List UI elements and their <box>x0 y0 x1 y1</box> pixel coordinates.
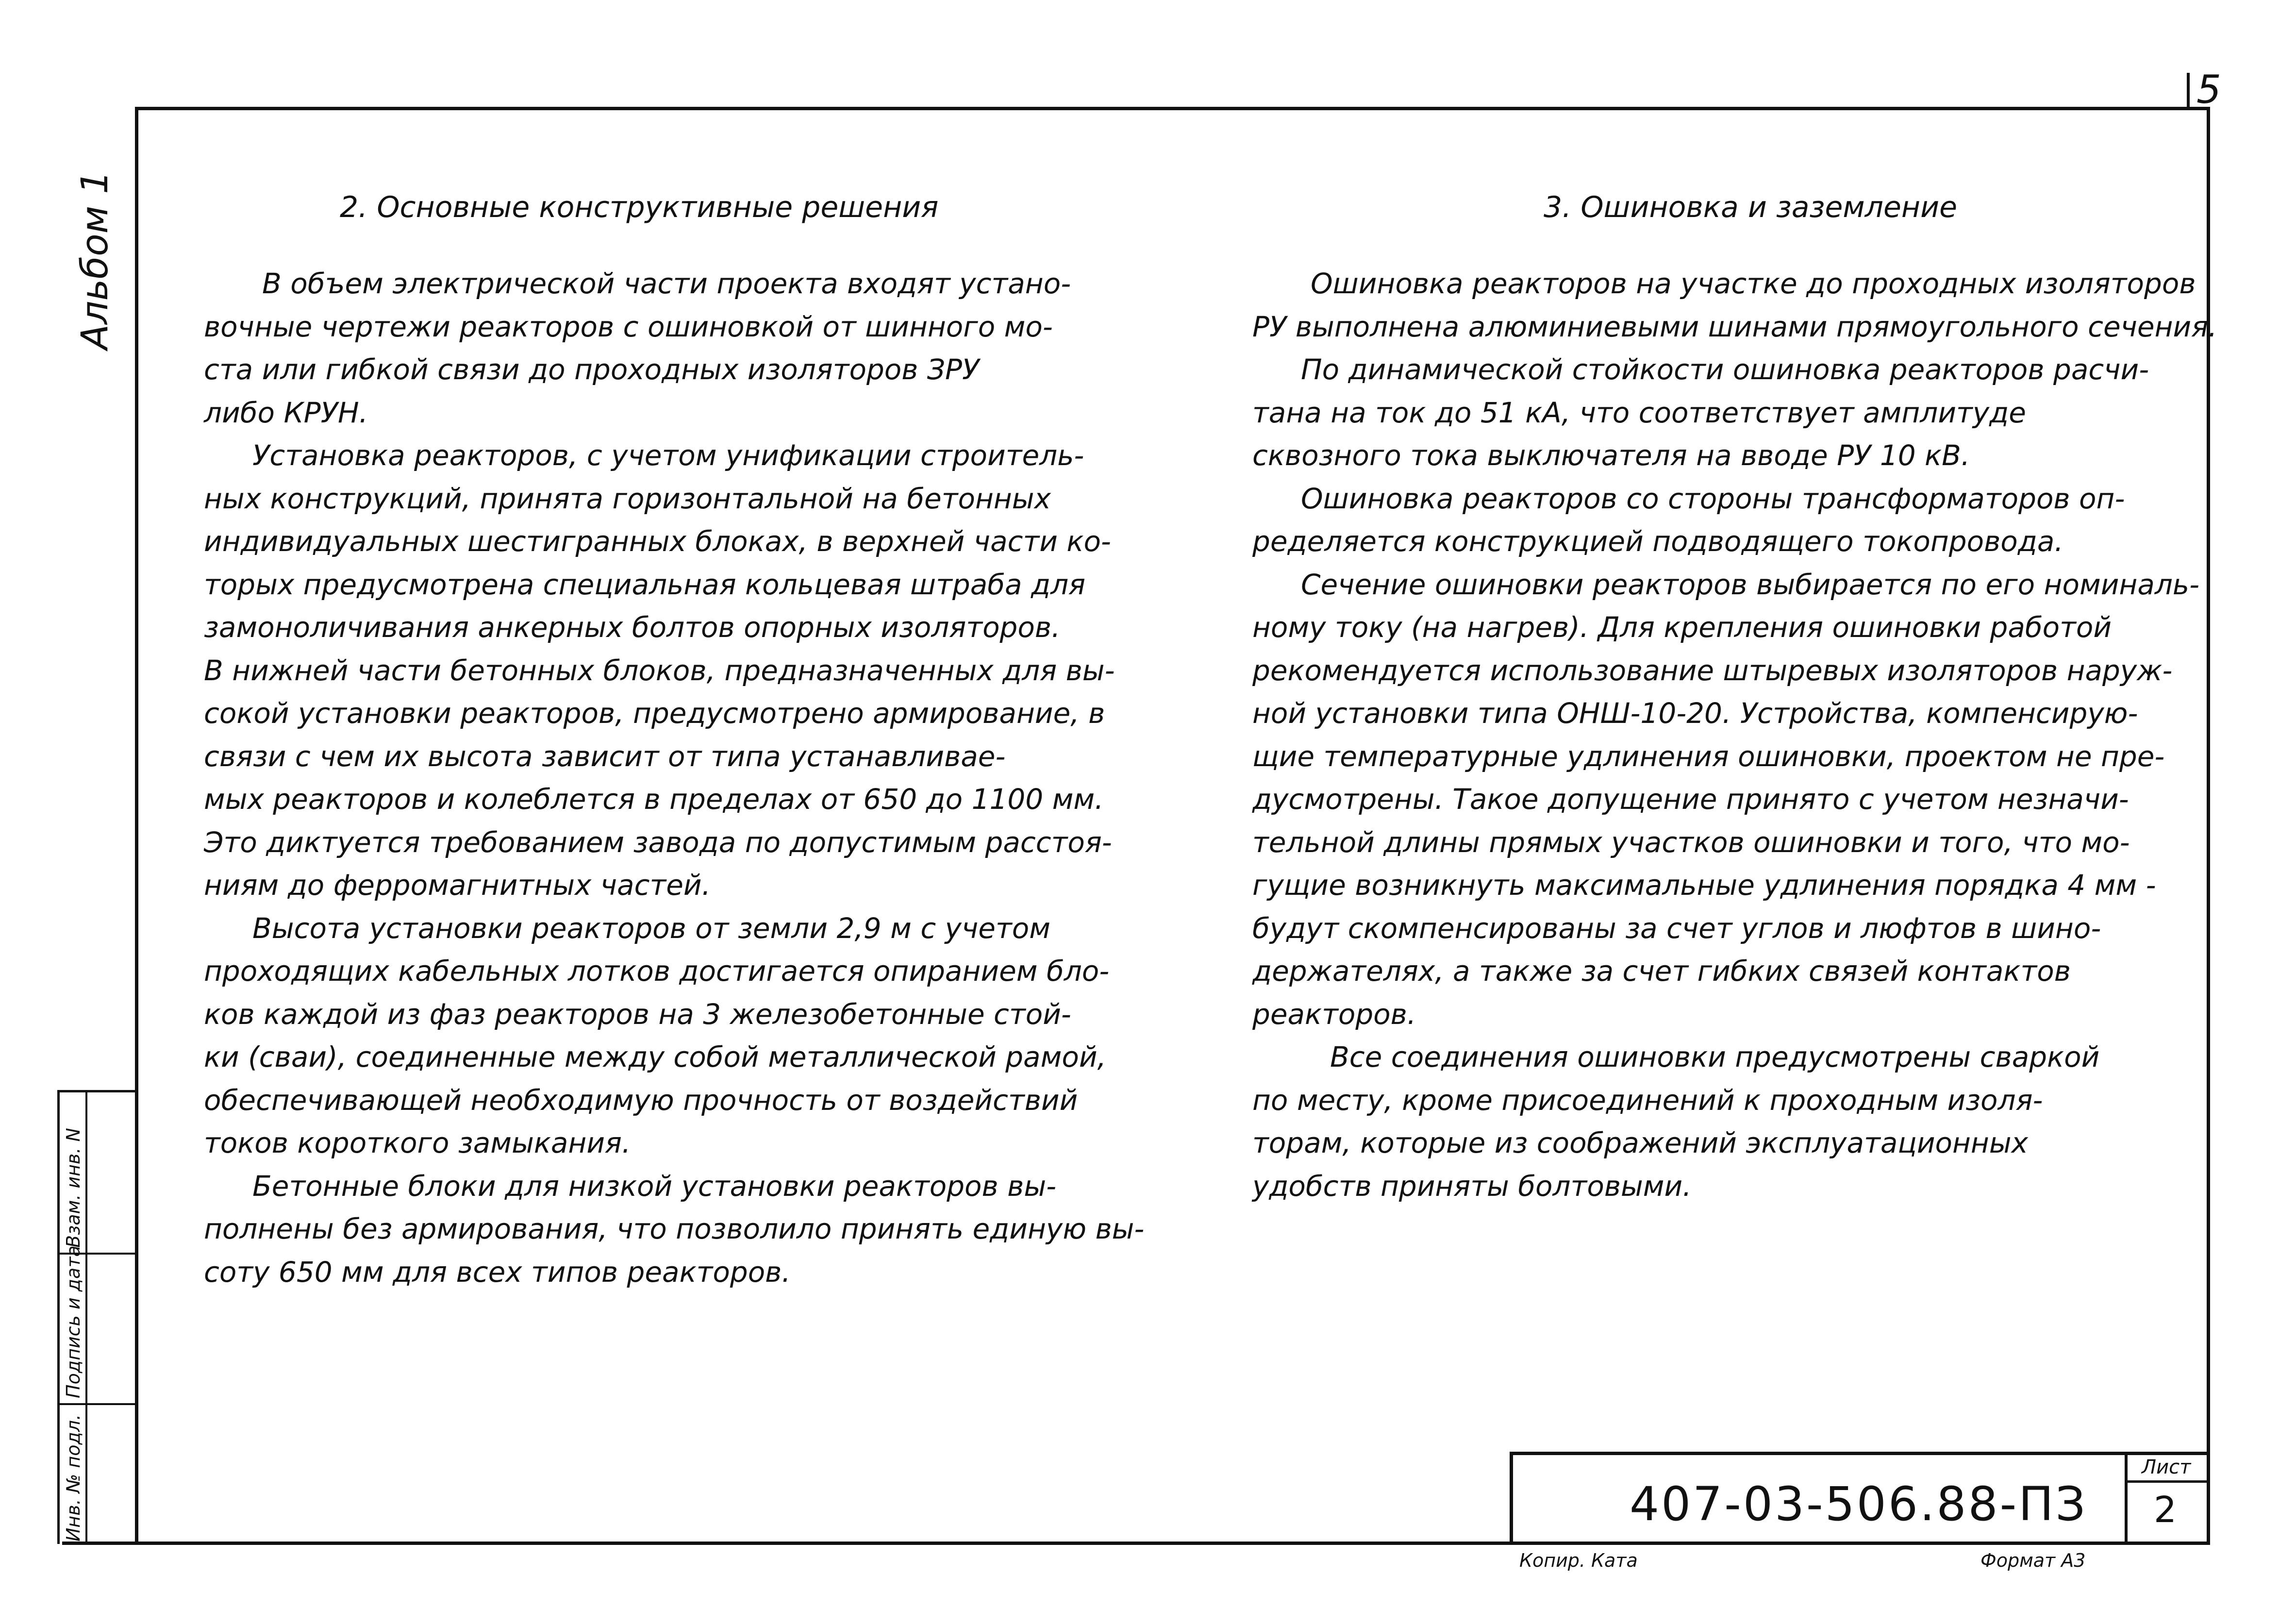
paragraph-line: РУ выполнена алюминиевыми шинами прямоугольного сечения. <box>1252 310 2217 343</box>
paragraph-line: сквозного тока выключателя на вводе РУ 10 кВ. <box>1252 439 1970 472</box>
paragraph-line: замоноличивания анкерных болтов опорных изоляторов. <box>204 611 1061 644</box>
paragraph-line: Бетонные блоки для низкой установки реакторов вы- <box>252 1169 1057 1203</box>
paragraph-line: соту 650 мм для всех типов реакторов. <box>204 1255 791 1289</box>
stamp-row-divider <box>60 1403 137 1405</box>
page-number-divider <box>2187 73 2190 109</box>
title-block <box>1510 1452 2207 1542</box>
stamp-label-original-inventory: Инв. № подл. <box>63 1414 84 1542</box>
left-section-heading: 2. Основные конструктивные решения <box>340 190 939 224</box>
right-section-heading: 3. Ошиновка и заземление <box>1544 190 1958 224</box>
footer-copied-by: Копир. Ката <box>1519 1550 1638 1571</box>
paragraph-line: В объем электрической части проекта входят устано- <box>262 267 1071 300</box>
footer-format: Формат А3 <box>1980 1550 2086 1571</box>
paragraph-line: В нижней части бетонных блоков, предназначенных для вы- <box>204 654 1115 687</box>
sheet-label-divider <box>2128 1480 2207 1483</box>
stamp-label-signature-date: Подпись и дата <box>63 1245 84 1398</box>
paragraph-line: ки (сваи), соединенные между собой металлической рамой, <box>204 1040 1106 1073</box>
page-number: 5 <box>2196 67 2221 112</box>
paragraph-line: ниям до ферромагнитных частей. <box>204 869 711 902</box>
stamp-column-divider <box>85 1092 87 1544</box>
paragraph-line: полнены без армирования, что позволило принять единую вы- <box>204 1212 1145 1245</box>
paragraph-line: дусмотрены. Такое допущение принято с учетом незначи- <box>1252 783 2129 816</box>
paragraph-line: ной установки типа ОНШ-10-20. Устройства, компенсирую- <box>1252 697 2138 730</box>
paragraph-line: обеспечивающей необходимую прочность от воздействий <box>204 1083 1078 1117</box>
paragraph-line: Ошиновка реакторов на участке до проходных изоляторов <box>1311 267 2196 300</box>
paragraph-line: индивидуальных шестигранных блоках, в верхней части ко- <box>204 525 1111 558</box>
paragraph-line: вочные чертежи реакторов с ошиновкой от шинного мо- <box>204 310 1053 343</box>
paragraph-line: ков каждой из фаз реакторов на 3 железобетонные стой- <box>204 997 1071 1031</box>
paragraph-line: тана на ток до 51 кА, что соответствует амплитуде <box>1252 396 2026 429</box>
sheet-number: 2 <box>2154 1489 2177 1531</box>
paragraph-line: ределяется конструкцией подводящего токопровода. <box>1252 525 2063 558</box>
paragraph-line: будут скомпенсированы за счет углов и люфтов в шино- <box>1252 911 2101 945</box>
paragraph-line: торам, которые из соображений эксплуатационных <box>1252 1126 2028 1159</box>
frame-top-border <box>135 107 2210 110</box>
paragraph-line: Установка реакторов, с учетом унификации строитель- <box>252 439 1084 472</box>
paragraph-line: Ошиновка реакторов со стороны трансформаторов оп- <box>1301 482 2125 515</box>
paragraph-line: ных конструкций, принята горизонтальной на бетонных <box>204 482 1051 515</box>
paragraph-line: реакторов. <box>1252 997 1416 1031</box>
paragraph-line: Сечение ошиновки реакторов выбирается по его номиналь- <box>1301 568 2200 601</box>
paragraph-line: щие температурные удлинения ошиновки, проектом не пре- <box>1252 739 2165 773</box>
paragraph-line: либо КРУН. <box>204 396 368 429</box>
side-stamp <box>57 1090 137 1544</box>
paragraph-line: гущие возникнуть максимальные удлинения порядка 4 мм - <box>1252 869 2156 902</box>
paragraph-line: ста или гибкой связи до проходных изоляторов ЗРУ <box>204 353 980 386</box>
paragraph-line: связи с чем их высота зависит от типа устанавливае- <box>204 739 1006 773</box>
paragraph-line: Это диктуется требованием завода по допустимым расстоя- <box>204 825 1112 859</box>
paragraph-line: держателях, а также за счет гибких связей контактов <box>1252 955 2071 988</box>
document-code: 407-03-506.88-ПЗ <box>1630 1477 2087 1531</box>
frame-bottom-border <box>62 1542 2210 1545</box>
sheet-label: Лист <box>2142 1456 2191 1478</box>
paragraph-line: токов короткого замыкания. <box>204 1126 631 1159</box>
paragraph-line: По динамической стойкости ошиновка реакторов расчи- <box>1301 353 2149 386</box>
right-section-body <box>1252 262 2217 1207</box>
paragraph-line: удобств приняты болтовыми. <box>1252 1169 1692 1203</box>
paragraph-line: сокой установки реакторов, предусмотрено армирование, в <box>204 697 1105 730</box>
left-section-body <box>204 262 1144 1293</box>
paragraph-line: мых реакторов и колеблется в пределах от 650 до 1100 мм. <box>204 783 1104 816</box>
paragraph-line: по месту, кроме присоединений к проходным изоля- <box>1252 1083 2043 1117</box>
album-label: Альбом 1 <box>73 170 116 350</box>
paragraph-line: Высота установки реакторов от земли 2,9 м с учетом <box>252 911 1050 945</box>
paragraph-line: рекомендуется использование штыревых изоляторов наруж- <box>1252 654 2173 687</box>
paragraph-line: проходящих кабельных лотков достигается опиранием бло- <box>204 955 1110 988</box>
title-block-divider <box>2125 1455 2128 1542</box>
paragraph-line: ному току (на нагрев). Для крепления ошиновки работой <box>1252 611 2112 644</box>
paragraph-line: тельной длины прямых участков ошиновки и того, что мо- <box>1252 825 2130 859</box>
stamp-label-replacement-inventory: Взам. инв. N <box>63 1128 84 1248</box>
paragraph-line: Все соединения ошиновки предусмотрены сваркой <box>1330 1040 2100 1073</box>
paragraph-line: торых предусмотрена специальная кольцевая штраба для <box>204 568 1086 601</box>
